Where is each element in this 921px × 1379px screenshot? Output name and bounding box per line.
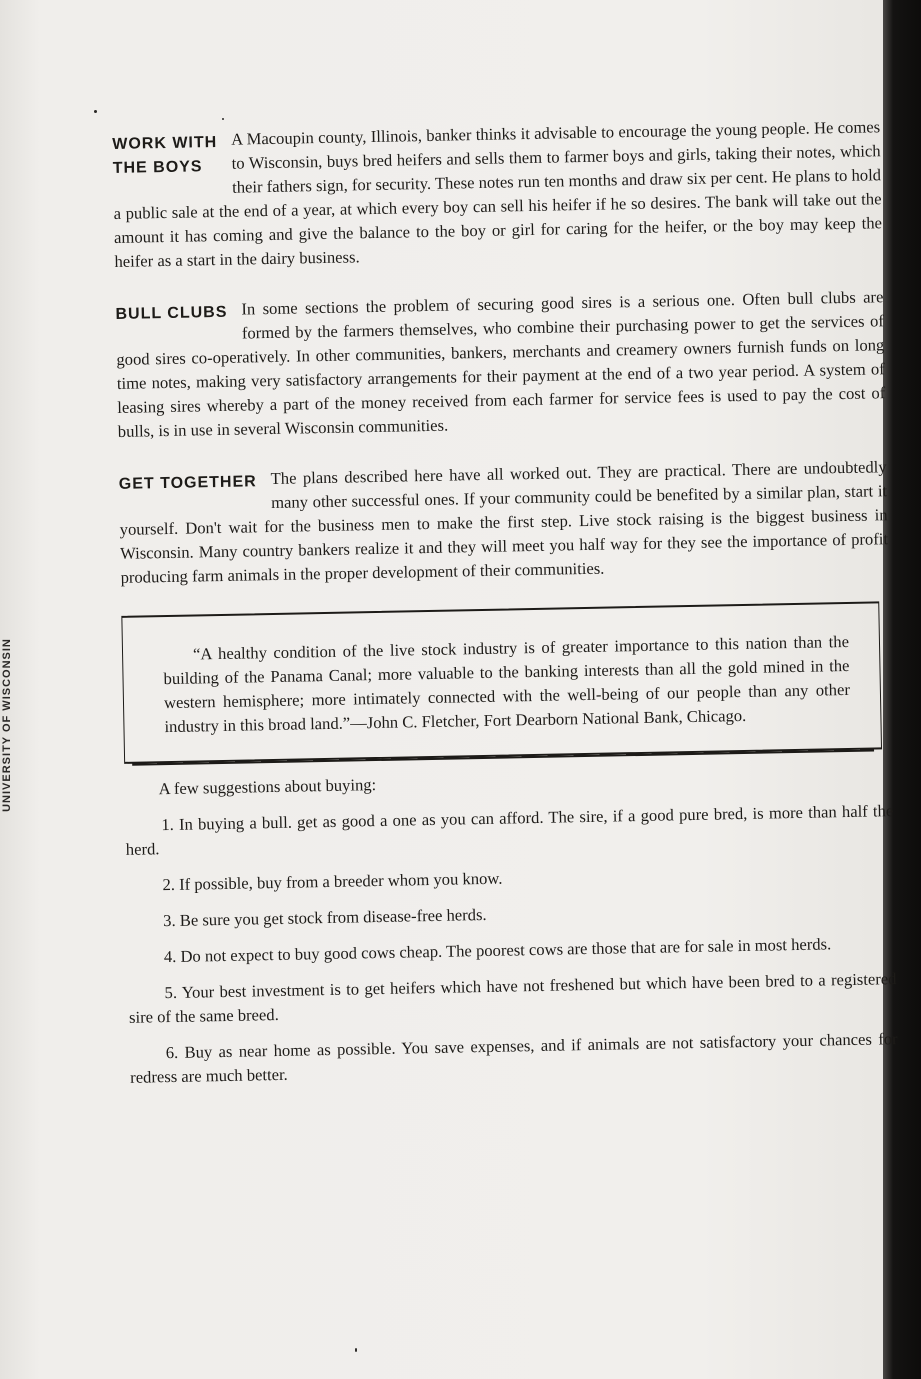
section-body: A Macoupin county, Illinois, banker thinks it advisable to encourage the young people. He comes to Wisconsin, buys bred heifers and sells them to farmer boys and girls, taking their notes, which their fathers sign, for security. These notes run ten months and draw six per cent. He plans to hold a public sale at the end of a year, at which every boy can sell his heifer if he so desires. The bank will take out the amount it has coming and give the balance to the boy or girl for caring for the heifer, or the boy may keep the heifer as a start in the dairy business. [113, 117, 883, 271]
section-heading: BULL CLUBS [115, 303, 228, 323]
list-item: 1. In buying a bull. get as good a one as you can afford. The sire, if a good pure bred, is more than half the herd. [125, 801, 894, 859]
speck [222, 118, 224, 120]
section-heading: GET TOGETHER [118, 473, 257, 493]
list-item: 6. Buy as near home as possible. You save expenses, and if animals are not satisfactory your chances for redress are much better. [130, 1029, 898, 1087]
section-work-with-the-boys [112, 115, 883, 274]
quote-box [121, 601, 882, 764]
list-item: 4. Do not expect to buy good cows cheap. The poorest cows are those that are for sale in most herds. [163, 934, 832, 967]
section-get-together [119, 455, 889, 590]
list-item: 3. Be sure you get stock from disease-free herds. [163, 904, 487, 931]
speck [94, 110, 97, 113]
list-item: 5. Your best investment is to get heifers which have not freshened but which have been bred to a registered sire of the same breed. [128, 969, 897, 1027]
speck [355, 1348, 357, 1352]
section-body: The plans described here have all worked out. They are practical. There are undoubtedly many other successful ones. If your community could be benefited by a similar plan, start it yourself. Don't wait for the business men to make the first step. Live stock raising is the biggest business in Wisconsin. Many country bankers realize it and they will meet you half way for they see the importance of profit producing farm animals in the proper development of their communities. [119, 457, 889, 587]
quote-text: “A healthy condition of the live stock industry is of greater importance to this nation than the building of the Panama Canal; more valuable to the banking interests than all the gold mined in the western hemisphere; more intimately connected with the well-being of our people than any other industry in this broad land.”—John C. Fletcher, Fort Dearborn National Bank, Chicago. [163, 631, 851, 737]
library-stamp [0, 575, 14, 875]
section-heading: WORK WITH THE BOYS [112, 133, 218, 177]
section-bull-clubs [115, 285, 886, 444]
library-stamp-text: UNIVERSITY OF WISCONSIN [1, 638, 13, 812]
list-item: 2. If possible, buy from a breeder whom you know. [162, 868, 503, 895]
suggestions-intro: A few suggestions about buying: [158, 775, 377, 799]
section-body: In some sections the problem of securing good sires is a serious one. Often bull clubs are formed by the farmers themselves, who combine their purchasing power to get the services of good sires co-operatively. In other communities, bankers, merchants and creamery owners furnish funds on long time notes, making very satisfactory arrangements for their payment at the end of a two year period. A system of leasing sires whereby a part of the money received from each farmer for service fees is used to pay the cost of bulls, is in use in several Wisconsin communities. [116, 287, 886, 441]
suggestions-list [124, 763, 898, 1090]
document-content [112, 115, 899, 1102]
